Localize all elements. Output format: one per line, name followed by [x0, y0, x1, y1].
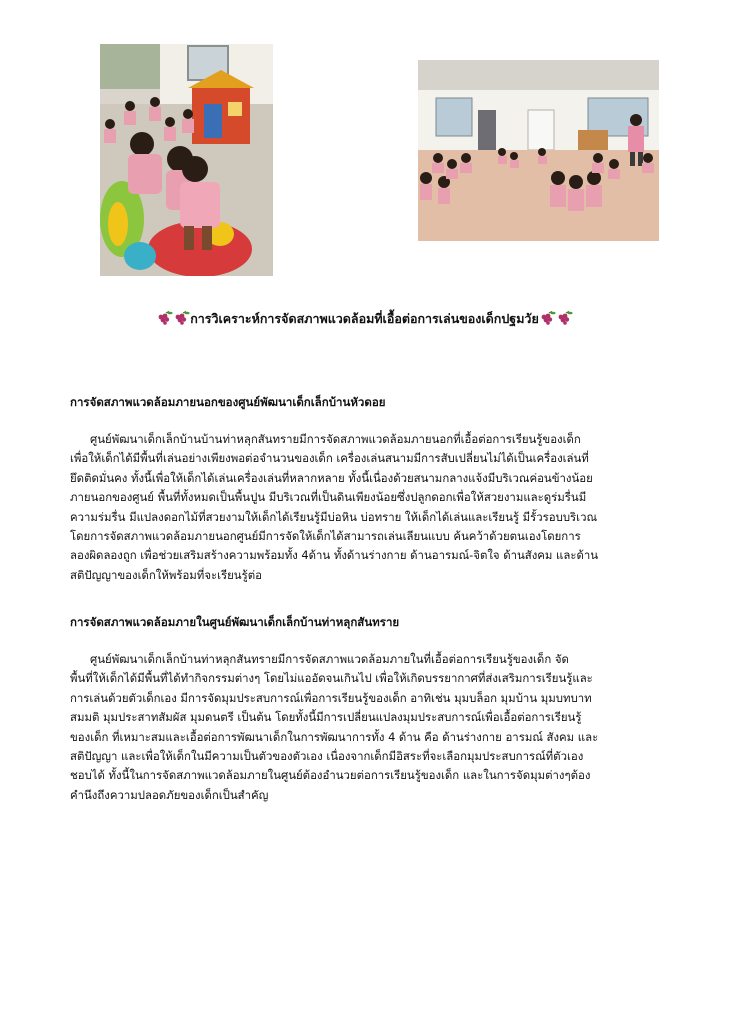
paragraph-line: พื้นที่ให้เด็กได้มีพื้นที่ได้ทำกิจกรรมต่างๆ โดยไม่แออัดจนเกินไป เพื่อให้เกิดบรรยากาศที่ส่งเสริมการเรียนรู้และ [70, 671, 593, 686]
section-paragraph-outdoor [70, 430, 660, 585]
section-heading-outdoor: การจัดสภาพแวดล้อมภายนอกของศูนย์พัฒนาเด็กเล็กบ้านหัวดอย [70, 395, 386, 409]
paragraph-line: ยึดติดมั่นคง ทั้งนี้เพื่อให้เด็กได้เล่นเครื่องเล่นที่หลากหลาย ทั้งนี้เนื่องด้วยสนามกลางแจ้งมีบริเวณค่อนข้างน้อย [70, 470, 593, 485]
grapes-icon [156, 311, 173, 325]
section-paragraph-indoor [70, 650, 660, 805]
paragraph-line: ศูนย์พัฒนาเด็กเล็กบ้านบ้านท่าหลุกสันทรายมีการจัดสภาพแวดล้อมภายนอกที่เอื้อต่อการเรียนรู้ของเด็ก [90, 432, 581, 446]
paragraph-line: คำนึงถึงความปลอดภัยของเด็กเป็นสำคัญ [70, 787, 269, 802]
paragraph-line: ของเด็ก ที่เหมาะสมและเอื้อต่อการพัฒนาเด็กในการพัฒนาการทั้ง 4 ด้าน คือ ด้านร่างกาย อารมณ์ สังคม และ [70, 729, 599, 744]
paragraph-line: ความร่มรื่น มีแปลงดอกไม้ที่สวยงามให้เด็กได้เรียนรู้มีบ่อหิน บ่อทราย ให้เด็กได้เล่นและเรียนรู้ มีรั้วรอบบริเวณ [70, 509, 598, 524]
page-title: การวิเคราะห์การจัดสภาพแวดล้อมที่เอื้อต่อการเล่นของเด็กปฐมวัย [190, 311, 539, 326]
grapes-icon [539, 311, 556, 325]
paragraph-line: โดยการจัดสภาพแวดล้อมภายนอกศูนย์มีการจัดให้เด็กได้สามารถเล่นเลียนแบบ ค้นคว้าด้วยตนเองโดยการ [70, 529, 581, 544]
grapes-icon [173, 311, 190, 325]
section-heading-indoor: การจัดสภาพแวดล้อมภายในศูนย์พัฒนาเด็กเล็กบ้านท่าหลุกสันทราย [70, 615, 400, 629]
paragraph-line: ภายนอกของศูนย์ พื้นที่ทั้งหมดเป็นพื้นปูน มีบริเวณที่เป็นดินเพียงน้อยซึ่งปลูกดอกเพื่อให้สวยงามและดูร่มรื่นมี [70, 490, 587, 505]
document-title-row [0, 309, 729, 329]
paragraph-line: ศูนย์พัฒนาเด็กเล็กบ้านท่าหลุกสันทรายมีการจัดสภาพแวดล้อมภายในที่เอื้อต่อการเรียนรู้ของเด็ก จัด [90, 652, 569, 666]
grapes-icon [556, 311, 573, 325]
paragraph-line: การเล่นด้วยตัวเด็กเอง มีการจัดมุมประสบการณ์เพื่อการเรียนรู้ของเด็ก อาทิเช่น มุมบล็อก มุมบ้าน มุมบทบาท [70, 690, 592, 705]
paragraph-line: สติปัญญา และเพื่อให้เด็กในมีความเป็นตัวของตัวเอง เนื่องจากเด็กมีอิสระที่จะเลือกมุมประสบการณ์ที่ตัวเอง [70, 749, 584, 764]
indoor-classroom-photo [418, 60, 659, 241]
paragraph-line: เพื่อให้เด็กได้มีพื้นที่เล่นอย่างเพียงพอต่อจำนวนของเด็ก เครื่องเล่นสนามมีการสับเปลี่ยนไม่ได้เป็นเครื่องเล่นที่ [70, 451, 589, 466]
paragraph-line: ชอบได้ ทั้งนี้ในการจัดสภาพแวดล้อมภายในศูนย์ต้องอำนวยต่อการเรียนรู้ของเด็ก และในการจัดมุมต่างๆต้อง [70, 768, 591, 783]
paragraph-line: สติปัญญาของเด็กให้พร้อมที่จะเรียนรู้ต่อ [70, 567, 262, 582]
paragraph-line: ลองผิดลองถูก เพื่อช่วยเสริมสร้างความพร้อมทั้ง 4ด้าน ทั้งด้านร่างกาย ด้านอารมณ์-จิตใจ ด้านสังคม และด้าน [70, 548, 599, 563]
outdoor-playground-photo [100, 44, 273, 276]
paragraph-line: สมมติ มุมประสาทสัมผัส มุมดนตรี เป็นต้น โดยทั้งนี้มีการเปลี่ยนแปลงมุมประสบการณ์เพื่อเอื้อต่อการเรียนรู้ [70, 710, 582, 725]
